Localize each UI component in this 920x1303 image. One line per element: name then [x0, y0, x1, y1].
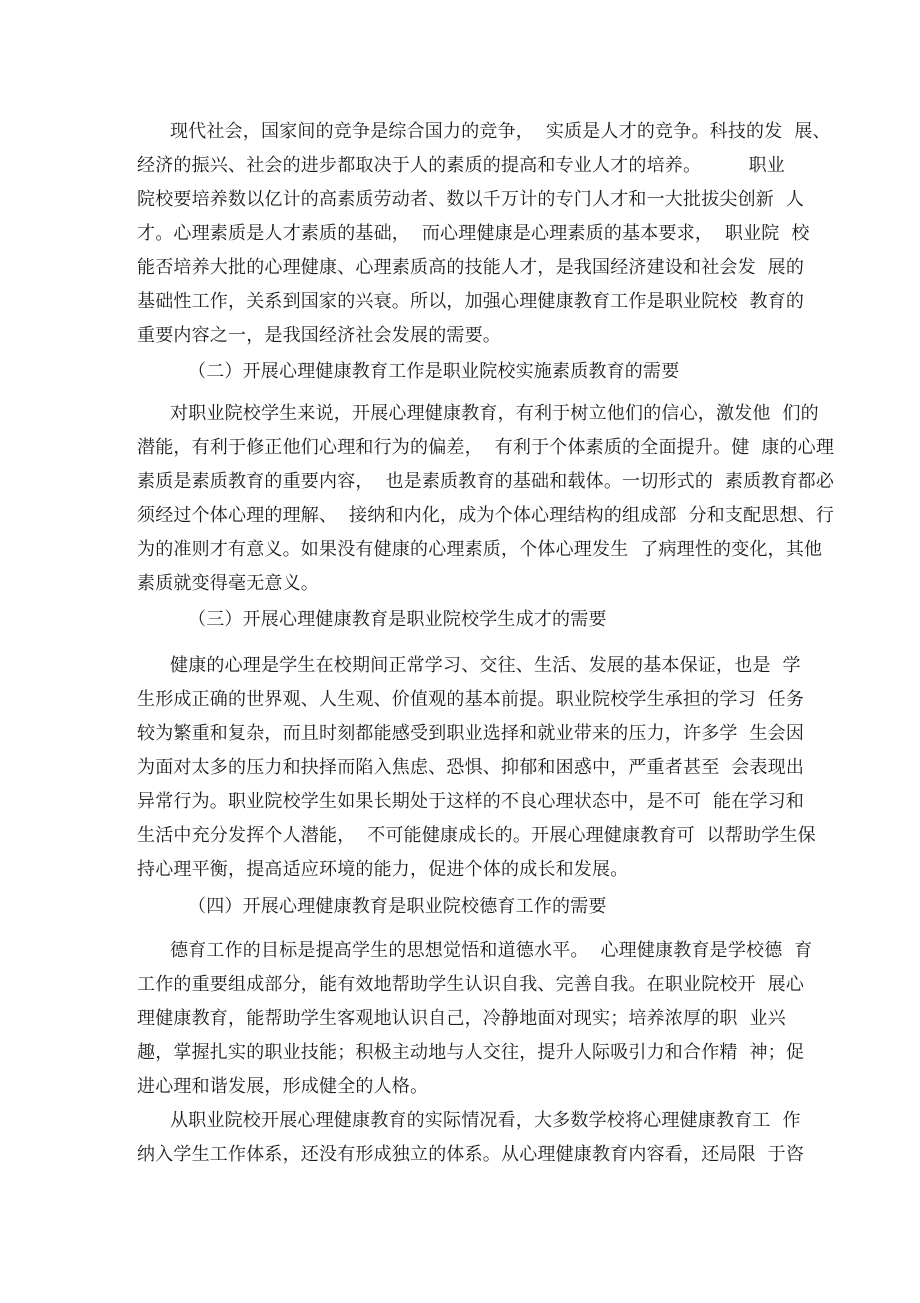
- paragraph-line: 健康的心理是学生在校期间正常学习、交往、生活、发展的基本保证，也是 学: [170, 655, 801, 676]
- paragraph-line: 重要内容之一，是我国经济社会发展的需要。: [137, 325, 501, 346]
- paragraph-line: 院校要培养数以亿计的高素质劳动者、数以千万计的专门人才和一大批拔尖创新 人: [137, 189, 805, 210]
- section-heading: （四）开展心理健康教育是职业院校德育工作的需要: [188, 896, 607, 917]
- paragraph-line: 较为繁重和复杂，而且时刻都能感受到职业选择和就业带来的压力，许多学 生会因: [137, 723, 805, 744]
- section-heading: （二）开展心理健康教育工作是职业院校实施素质教育的需要: [188, 361, 680, 382]
- paragraph-line: 进心理和谐发展，形成健全的人格。: [137, 1076, 429, 1097]
- paragraph-line: 德育工作的目标是提高学生的思想觉悟和道德水平。 心理健康教育是学校德 育: [170, 940, 813, 961]
- paragraph-line: 异常行为。职业院校学生如果长期处于这样的不良心理状态中，是不可 能在学习和: [137, 791, 805, 812]
- paragraph-line: 对职业院校学生来说，开展心理健康教育，有利于树立他们的信心，激发他 们的: [170, 403, 819, 424]
- paragraph-line: 须经过个体心理的理解、 接纳和内化，成为个体心理结构的组成部 分和支配思想、行: [137, 505, 835, 526]
- paragraph-line: 为的准则才有意义。如果没有健康的心理素质，个体心理发生 了病理性的变化，其他: [137, 539, 823, 560]
- paragraph-line: 纳入学生工作体系，还没有形成独立的体系。从心理健康教育内容看，还局限 于咨: [137, 1144, 805, 1165]
- paragraph-line: 素质就变得毫无意义。: [137, 573, 319, 594]
- paragraph-line: 能否培养大批的心理健康、心理素质高的技能人才，是我国经济建设和社会发 展的: [137, 257, 805, 278]
- paragraph-line: 工作的重要组成部分，能有效地帮助学生认识自我、完善自我。在职业院校开 展心: [137, 974, 805, 995]
- paragraph-line: 生活中充分发挥个人潜能， 不可能健康成长的。开展心理健康教育可 以帮助学生保: [137, 825, 816, 846]
- paragraph-line: 生形成正确的世界观、人生观、价值观的基本前提。职业院校学生承担的学习 任务: [137, 689, 805, 710]
- paragraph-line: 从职业院校开展心理健康教育的实际情况看，大多数学校将心理健康教育工 作: [170, 1110, 801, 1131]
- paragraph-line: 理健康教育，能帮助学生客观地认识自己，冷静地面对现实；培养浓厚的职 业兴: [137, 1008, 786, 1029]
- paragraph-line: 素质是素质教育的重要内容， 也是素质教育的基础和载体。一切形式的 素质教育都必: [137, 471, 835, 492]
- paragraph-line: 潜能，有利于修正他们心理和行为的偏差， 有利于个体素质的全面提升。健 康的心理: [137, 437, 835, 458]
- paragraph-line: 基础性工作，关系到国家的兴衰。所以，加强心理健康教育工作是职业院校 教育的: [137, 291, 805, 312]
- paragraph-line: 为面对太多的压力和抉择而陷入焦虑、恐惧、抑郁和困惑中，严重者甚至 会表现出: [137, 757, 805, 778]
- paragraph-line: 经济的振兴、社会的进步都取决于人的素质的提高和专业人才的培养。 职业: [137, 155, 785, 176]
- paragraph-line: 才。心理素质是人才素质的基础， 而心理健康是心理素质的基本要求， 职业院 校: [137, 223, 810, 244]
- paragraph-line: 持心理平衡，提高适应环境的能力，促进个体的成长和发展。: [137, 859, 629, 880]
- paragraph-line: 趣，掌握扎实的职业技能；积极主动地与人交往，提升人际吸引力和合作精 神；促: [137, 1042, 805, 1063]
- paragraph-line: 现代社会，国家间的竞争是综合国力的竞争， 实质是人才的竞争。科技的发 展、: [170, 121, 831, 142]
- section-heading: （三）开展心理健康教育是职业院校学生成才的需要: [188, 609, 607, 630]
